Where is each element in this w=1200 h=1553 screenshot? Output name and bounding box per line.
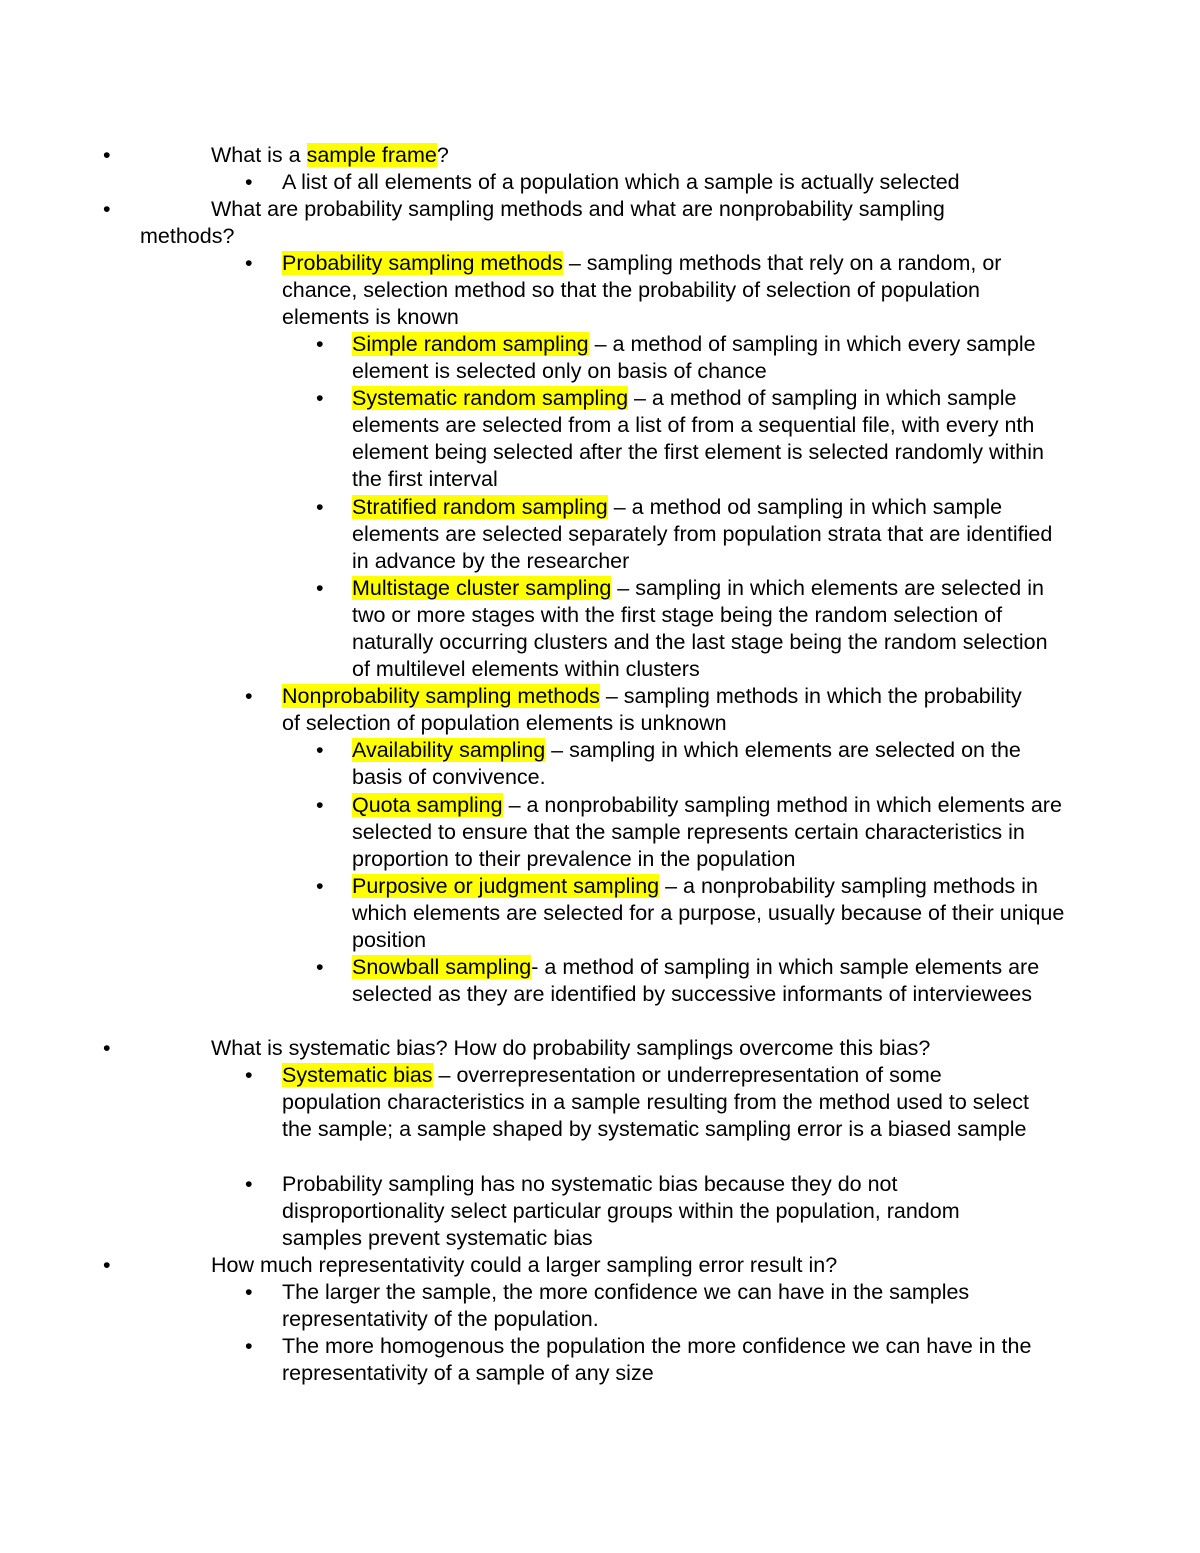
bullet-icon: • xyxy=(316,793,324,817)
definition-systematic-bias xyxy=(282,1062,1042,1143)
definition-text: – sampling methods that rely on a random, or chance, selection method so that the probability of selection of population elements is known xyxy=(282,251,1002,330)
bullet-icon: • xyxy=(245,1172,253,1196)
question-tail: ? xyxy=(436,143,449,167)
question-representativity xyxy=(140,1252,1030,1279)
definition-text: – sampling methods in which the probability of selection of population elements is unknown xyxy=(282,684,1022,736)
definition-text: – a method of sampling in which sample elements are selected from a list of from a sequential file, with every nth element being selected after the first element is selected randomly within the first interval xyxy=(352,386,1044,492)
bullet-icon: • xyxy=(316,576,324,600)
highlighted-term: sample frame xyxy=(306,143,437,167)
bullet-icon: • xyxy=(316,332,324,356)
bullet-icon: • xyxy=(245,170,253,194)
bullet-icon: • xyxy=(316,495,324,519)
definition-nonprobability-methods xyxy=(282,683,1042,737)
bullet-icon: • xyxy=(245,1063,253,1087)
definition-multistage-cluster xyxy=(352,575,1067,683)
question-systematic-bias xyxy=(140,1035,1030,1062)
highlighted-term: Simple random sampling xyxy=(352,332,589,356)
bullet-icon: • xyxy=(103,197,111,221)
bullet-icon: • xyxy=(316,738,324,762)
highlighted-term: Quota sampling xyxy=(352,793,503,817)
answer-text: Probability sampling has no systematic bias because they do not disproportionality select particular groups within the population, random samples prevent systematic bias xyxy=(282,1172,960,1251)
answer-larger-sample xyxy=(282,1279,1042,1333)
bullet-icon: • xyxy=(245,1334,253,1358)
highlighted-term: Systematic random sampling xyxy=(352,386,629,410)
answer-text: A list of all elements of a population which a sample is actually selected xyxy=(282,170,960,194)
highlighted-term: Nonprobability sampling methods xyxy=(282,684,600,708)
highlighted-term: Availability sampling xyxy=(352,738,546,762)
definition-stratified-random xyxy=(352,494,1067,575)
highlighted-term: Probability sampling methods xyxy=(282,251,563,275)
bullet-icon: • xyxy=(103,1036,111,1060)
definition-text: – sampling in which elements are selected on the basis of convivence. xyxy=(352,738,1021,790)
definition-text: – sampling in which elements are selected in two or more stages with the first stage being the random selection of naturally occurring clusters and the last stage being the random selection of multilevel elements within clusters xyxy=(352,576,1048,682)
definition-text: - a method of sampling in which sample elements are selected as they are identified by successive informants of interviewees xyxy=(352,955,1040,1007)
definition-systematic-random xyxy=(352,385,1067,493)
question-sampling-methods xyxy=(140,196,1030,250)
definition-quota xyxy=(352,792,1067,873)
bullet-icon: • xyxy=(245,251,253,275)
highlighted-term: Multistage cluster sampling xyxy=(352,576,612,600)
answer-probability-no-bias xyxy=(282,1171,1042,1252)
definition-probability-methods xyxy=(282,250,1042,331)
bullet-icon: • xyxy=(316,386,324,410)
question-text: What are probability sampling methods and what are nonprobability sampling methods? xyxy=(140,197,945,249)
definition-simple-random xyxy=(352,331,1067,385)
highlighted-term: Systematic bias xyxy=(282,1063,433,1087)
highlighted-term: Snowball sampling xyxy=(352,955,532,979)
answer-homogenous-population xyxy=(282,1333,1042,1387)
definition-text: – a nonprobability sampling methods in which elements are selected for a purpose, usually because of their unique position xyxy=(352,874,1065,953)
bullet-icon: • xyxy=(316,955,324,979)
definition-snowball xyxy=(352,954,1067,1008)
bullet-icon: • xyxy=(245,684,253,708)
question-text: What is a xyxy=(211,143,307,167)
definition-text: – overrepresentation or underrepresentation of some population characteristics in a sample resulting from the method used to select the sample; a sample shaped by systematic sampling error is a biased sample xyxy=(282,1063,1029,1142)
definition-purposive xyxy=(352,873,1067,954)
definition-text: – a method od sampling in which sample elements are selected separately from population strata that are identified in advance by the researcher xyxy=(352,495,1053,574)
definition-availability xyxy=(352,737,1067,791)
highlighted-term: Stratified random sampling xyxy=(352,495,608,519)
question-text: What is systematic bias? How do probability samplings overcome this bias? xyxy=(211,1036,931,1060)
answer-sample-frame xyxy=(282,169,1042,196)
answer-text: The more homogenous the population the more confidence we can have in the representativity of a sample of any size xyxy=(282,1334,1032,1386)
question-sample-frame xyxy=(140,142,1030,169)
bullet-icon: • xyxy=(103,1253,111,1277)
highlighted-term: Purposive or judgment sampling xyxy=(352,874,660,898)
answer-text: The larger the sample, the more confidence we can have in the samples representativity of the population. xyxy=(282,1280,970,1332)
bullet-icon: • xyxy=(316,874,324,898)
question-text: How much representativity could a larger sampling error result in? xyxy=(211,1253,838,1277)
bullet-icon: • xyxy=(245,1280,253,1304)
definition-text: – a method of sampling in which every sample element is selected only on basis of chance xyxy=(352,332,1036,384)
definition-text: – a nonprobability sampling method in which elements are selected to ensure that the sample represents certain characteristics in proportion to their prevalence in the population xyxy=(352,793,1062,872)
bullet-icon: • xyxy=(103,143,111,167)
